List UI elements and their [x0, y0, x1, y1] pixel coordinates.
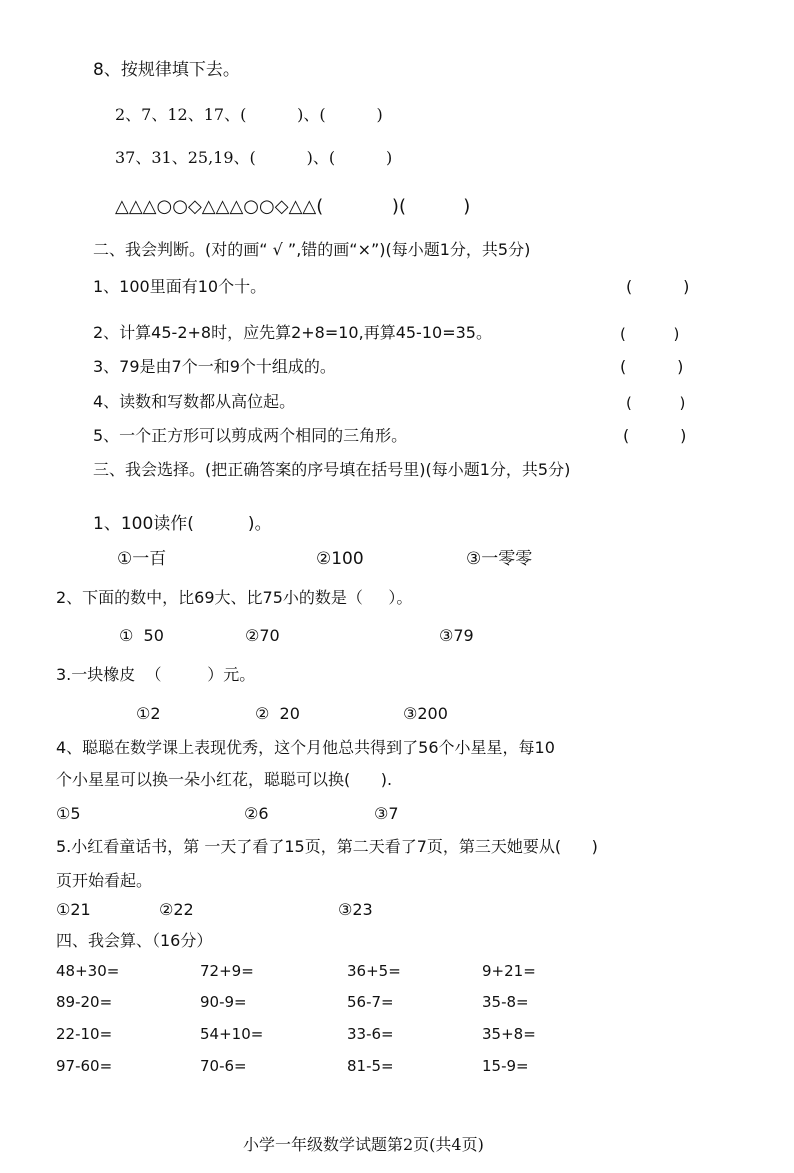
choice-q2-option-3: ③79 — [439, 626, 474, 645]
choice-q5-line-2: 页开始看起。 — [56, 871, 153, 890]
choice-q4-line-2: 个小星星可以换一朵小红花，聪聪可以换( ). — [56, 770, 393, 789]
page-footer: 小学一年级数学试题第2页(共4页) — [243, 1135, 484, 1154]
section2-title: 二、我会判断。(对的画“ √ ”,错的画“×”)(每小题1分，共5分) — [93, 240, 531, 259]
calc-item: 15-9= — [482, 1057, 529, 1075]
choice-q2-option-2: ②70 — [245, 626, 280, 645]
calc-item: 22-10= — [56, 1025, 113, 1043]
pattern-row-1: 2、7、12、17、( )、( ) — [115, 105, 383, 124]
calc-item: 90-9= — [200, 993, 247, 1011]
choice-q5-option-1: ①21 — [56, 900, 91, 919]
choice-q1-option-1: ①一百 — [117, 549, 167, 569]
choice-q3-option-1: ①2 — [136, 704, 161, 723]
judge-item-5: 5、一个正方形可以剪成两个相同的三角形。 — [93, 426, 408, 445]
choice-q2: 2、下面的数中，比69大、比75小的数是（ ）。 — [56, 588, 413, 607]
calc-item: 70-6= — [200, 1057, 247, 1075]
calc-item: 35+8= — [482, 1025, 536, 1043]
judge-answer-paren-2: ( ) — [620, 325, 680, 343]
calc-item: 9+21= — [482, 962, 536, 980]
calc-item: 72+9= — [200, 962, 254, 980]
pattern-row-3-shapes: △△△○○◇△△△○○◇△△( )( ) — [115, 196, 471, 217]
choice-q5-option-3: ③23 — [338, 900, 373, 919]
choice-q3-option-3: ③200 — [403, 704, 448, 723]
calc-item: 33-6= — [347, 1025, 394, 1043]
judge-answer-paren-3: ( ) — [620, 357, 684, 376]
judge-answer-paren-4: ( ) — [626, 394, 686, 412]
choice-q3-option-2: ② 20 — [255, 704, 300, 723]
judge-answer-paren-5: ( ) — [623, 426, 687, 445]
choice-q2-option-1: ① 50 — [119, 626, 164, 645]
calc-item: 89-20= — [56, 993, 113, 1011]
calc-item: 54+10= — [200, 1025, 264, 1043]
section8-title: 8、按规律填下去。 — [93, 60, 240, 80]
section4-title: 四、我会算、（16分） — [56, 931, 213, 950]
pattern-row-2: 37、31、25,19、( )、( ) — [115, 148, 393, 167]
choice-q3: 3.一块橡皮 （ ）元。 — [56, 665, 256, 684]
choice-q4-line-1: 4、聪聪在数学课上表现优秀，这个月他总共得到了56个小星星，每10 — [56, 738, 555, 757]
calc-item: 97-60= — [56, 1057, 113, 1075]
judge-item-4: 4、读数和写数都从高位起。 — [93, 392, 296, 411]
judge-answer-paren-1: ( ) — [626, 277, 690, 296]
calc-item: 35-8= — [482, 993, 529, 1011]
choice-q1-option-2: ②100 — [316, 549, 364, 569]
calc-item: 81-5= — [347, 1057, 394, 1075]
choice-q4-option-2: ②6 — [244, 804, 269, 823]
choice-q4-option-1: ①5 — [56, 804, 81, 823]
choice-q5-option-2: ②22 — [159, 900, 194, 919]
judge-item-1: 1、100里面有10个十。 — [93, 277, 267, 296]
choice-q5-line-1: 5.小红看童话书，第 一天了看了15页，第二天看了7页，第三天她要从( ) — [56, 837, 598, 856]
judge-item-2: 2、计算45-2+8时，应先算2+8=10,再算45-10=35。 — [93, 323, 492, 342]
choice-q1-option-3: ③一零零 — [466, 549, 533, 569]
choice-q4-option-3: ③7 — [374, 804, 399, 823]
calc-item: 56-7= — [347, 993, 394, 1011]
calc-item: 48+30= — [56, 962, 120, 980]
calc-item: 36+5= — [347, 962, 401, 980]
section3-title: 三、我会选择。(把正确答案的序号填在括号里)(每小题1分，共5分) — [93, 460, 571, 479]
choice-q1: 1、100读作( )。 — [93, 514, 272, 534]
judge-item-3: 3、79是由7个一和9个十组成的。 — [93, 357, 336, 376]
